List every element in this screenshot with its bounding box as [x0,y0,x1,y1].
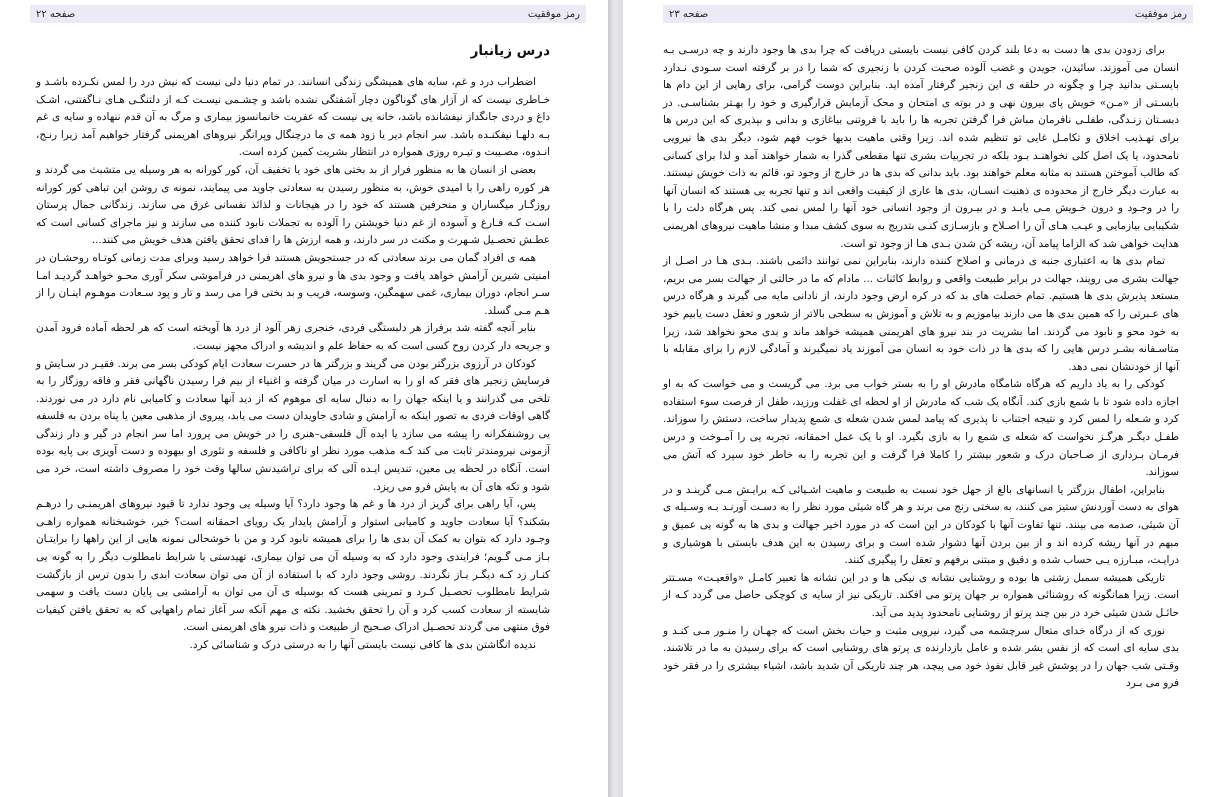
paragraph: تمام بدی ها به اعتباری جنبه ی درمانی و اصلاح کننده دارند، بنابراین نمی توانند دائمی باشند. بـدی هـا در اصـل از جهالت بشری می رویند، جهالت در برابر طبیعت واقعی و روابط کائنات ... مادام که ما در حالتی از جهالت بسر می بریم، مستعد پذیرش بدی ها هستیم. تمام خصلت های بد که در کره ارض وجود دارند، از نادانی مایه می گیرند و هرگاه درس های عـبرتی را که همین بدی ها می دارند بیاموزیم و به تلاش و آموزش به سطحی بالاتر از شعور و تعقل دست یابیم خود به خود محو و نابود می گردند. اما بشریت در بند نیرو های اهریمنی همیشه خواهد ماند و بدی محو نخواهد شد، زیرا متاسـفانه بشـر درس هایی را که بدی ها در ذات خود به انسان می آموزند یاد نمیگیرند و آمادگی لازم را برای مقابله با آنها از خودنشان نمی دهد. [663,255,1179,373]
left-page-body [36,42,550,655]
right-page-body [663,42,1179,693]
right-page [623,0,1216,797]
paragraph: پس، آیا راهی برای گریز از درد ها و غم ها وجود دارد؟ آیا وسیله یی وجود ندارد تا قیود نیروهای اهریمنـی را درهـم بشکند؟ آیا سعادت جاوید و کامیابی استوار و آرامش پایدار یک رویای احمقانه است؟ خیر، خوشبختانه همواره راهـی وجـود دارد که بتوان به کمک آن بدی ها را برای همیشه نابود کرد و من با خوشحالی نمونه هایی از این راهها را برایتـان بـاز مـی گـویم؛ فرایندی وجود دارد که به وسیله آن می توان بیماری، تهیدستی یا شرایط نامطلوب دیگر را به گونه یی کنـار زد کـه دیگـر بـاز نگردند. روشی وجود دارد که با استفاده از آن می توان سعادت ابدی را بدون ترس از بازگشت شرایط نامطلوب تحصـیل کـرد و تمرینی هست که بوسیله ی آن می توان به آرامشی بی پایان دست یافت و سهمی شایسته از سعادت کسب کرد و آن را تحقق بخشید. نکته ی مهم آنکه سر آغاز تمام راههایی که به تحقق یافتن کیفیات فوق منتهی می گردند تحصـیل ادراک صـحیح از طبیعت و ذات نیرو های اهریمنی است. [36,498,550,634]
chapter-heading: درس زیانبار [470,43,550,59]
page-gutter [608,0,623,797]
book-title: رمز موفقیت [527,8,580,20]
paragraph: برای زدودن بدی ها دست به دعا بلند کردن کافی نیست بایستی دریافت که چرا بدی ها وجود دارند و چه درسـی بـه انسان می آموزند. سائیدن، جویدن و غضب آلوده صحبت کردن با زنجیری که شما را در بر گرفته است سـودی نـدارد بایسـتی بدانید چرا و چگونه در حلقه ی این زنجیر گرفتار آمده اید. بنابراین دوست گرامی، برای رهایی از این دام ها بایسـتی از «مـن» خویش پای بیرون نهی و در بوته ی امتحان و محک آزمایش قرارگیری و خود را بهـتر بشناسـی. در دبسـتان زنـدگی، طفلـی نافرمان مباش فرا گرفتن تجربه ها را باید با فروتنی بیاغازی و بدانی و بپذیری که این درس ها برای تهـذیب اخلاق و تکامـل غایی تو تنظیم شده اند. زیرا وقتی ماهیت بدیها خوب فهم شود، دیگر بدی ها نیرویی نامحدود، یا یک اصل کلی نخواهنـد بـود بلکه در تجربیات بشری تنها مقطعی گذرا به شمار خواهند آمد و لذا برای کسانی که طالب آموختن هستند به مثابه معلم خواهند بود. باید بدانی که بدی ها در خارج از وجود تو، قائم به ذات خویش نیستند. به عبارت دیگر خارج از محدوده ی ذهنیت انسـان، بدی ها عاری از کیفیت واقعی اند و تنها تجربه یی هستند که انسان آنها را در وجـود و درون خـویش مـی یابـد و در بیـرون از وجود انسانی خود آنها را لمس نمی کند. پس هرگاه دلت را با شکیبایی بیازمایی و عیـب هـای آن را اصـلاح و بازسـازی کنـی بتدریج به سوی کشف مبدا و منشا ماهیت نیروهای اهریمنی هدایت خواهی شد که الزاما پیامد آن، ریشه کن شدن بـدی هـا از وجود تو است. [663,44,1179,250]
left-page-header [30,5,586,23]
paragraph: بعضی از انسان ها به منظور فرار از بد بختی های خود یا تخفیف آن، کور کورانه به هر وسیله یی متشبث می گردند و هر کوره راهی را با امیدی خوش، به منظور رسیدن به سعادتی جاوید می پیمایند، نمونه ی روشن این تباهی کور کورانه روزگـار میگساران و منحرفین هستند که خود را در هیجانات و لذائذ نفسانی غرق می سازند. زندگانی جمال پرستان اسـت کـه فـارغ و آسوده از غم دنیا خویشتن را آلوده به تجملات نابود کننده می سازند و نیز ماجرای کسانی است که عطـش تحصـیل شـهرت و مکنت در سر دارند، و همه ارزش ها را فدای تحقق یافتن هدف خویش می کنند... [36,163,550,247]
paragraph: بنابر آنچه گفته شد برفراز هر دلبستگی فردی، خنجری زهر آلود از درد ها آویخته است که هر لحظه آماده فرود آمدن و جریحه دار کردن روح کسی است که به حفاظ علم و اندیشه و ادراک مجهز نیست. [36,322,550,352]
paragraph: کودکان در آرزوی بزرگتر بودن می گریند و بزرگتر ها در حسرت سعادت ایام کودکی بسر می برند. فقیـر در سـایش و فرسایش زنجیر های فقر که او را به اسارت در میان گرفته و اغنیاء از بیم فرا رسیدن ناگهانی فقر و فاقه روزگار را به تلخی می گذرانند و یا اینکه جهان را به دنبال سایه ای موهوم که از دید آنها سعادت و کامیابی نام دارد در می نوردند. گاهی اوقات فردی به تصور اینکه به آرامش و شادی جاویدان دست می یابد، پیروی از مذهبی معین یا پناه بردن به فلسفه یی روشنفکرانه را پیشه می سازد یا ایده آل فلسفی–هنری را در خویش می پرورد اما سر انجام در گیر و دار زندگی آزمونی نیرومندتر ثابت می کند کـه مذهب مورد نظر او ناکافی و فلسفه و تئوری او بیهوده و دست آویزی بی پایه بوده است. آنگاه در لحظه یی معین، تندیس ایـده آلی که برای تراشیدنش سالها وقت خود را مصروف داشته است، خرد می شود و تکه های آن به پایش فرو می ریزد. [36,357,550,493]
paragraph: تاریکی همیشه سمبل زشتی ها بوده و روشنایی نشانه ی نیکی ها و در این نشانه ها تعبیر کامـل «واقعیـت» مسـتتر است. زیرا همانگونه که روشنائی همواره بر جهان پرتو می افکند. تاریکی نیز از سایه ی کوچکی حاصل می گردد کـه از حائـل شدن شیئی خرد در بین چند پرتو از روشنایی نامحدود پدید می آید. [663,571,1179,619]
paragraph: کودکی را به یاد داریم که هرگاه شامگاه مادرش او را به بستر خواب می برد. می گریست و می خواست که به او اجازه داده شود تا با شمع بازی کند. آنگاه یک شب که مادرش از او لحظه ای غفلت ورزید، طفل از فرصت سوء استفاده کرد و شـعله را لمس کرد و نتیجه اجتناب نا پذیری که پیامد لمس شدن شعله ی شمع پدیدار ساخت، دستش را سوزاند. طفـل دیگـر هرگـز نخواست که شعله ی شمع را به بازی بگیرد. او با یک عمل احمقانه، تجربه یی را آمـوخت و درس فرمـان بـرداری از صـاحبان درک و شعور بیشتر را کاملا فرا گرفت و این تجربه را به خاطر خود سپرد که آتش می سوزاند. [663,378,1179,479]
paragraph: ندیده انگاشتن بدی ها کافی نیست بایستی آنها را به درستی درک و شناسائی کرد. [189,639,536,651]
paragraph: نوری که از درگاه خدای متعال سرچشمه می گیرد، نیرویی مثبت و حیات بخش است که جهـان را منـور مـی کنـد و بدی سایه ای است که از نفس بشر شده و عامل بازدارنده ی پرتو های روشنایی است که برای رسیدن به ما در تلاشند. وقـتی شب جهان را در پوشش غیر قابل نفوذ خود می پیچد، هر چند تاریکی آن شدید باشد، اشیاء بیشتری را در فقر خود فرو می بـرد [663,624,1179,690]
paragraph: بنابراین، اطفال بزرگتر یا انسانهای بالغ از جهل خود نسبت به طبیعت و ماهیت اشـیائی کـه برایـش مـی گرینـد و در هوای به دست آوردنش ستیز می کنند، به سختی رنج می برند و هر گاه شیئی مورد نظر را به دسـت آورنـد بـه وسـیله ی آن شیئی، صدمه می بینند. تنها تفاوت آنها با کودکان در این است که در مورد اخیر جهالت و بدی ها به گونه یی عمیق و مبهم در آنها ریشه کرده اند و از بین بردن آنها دشوار شده است و برای رسیدن به این هدف بایستی با هوشیاری و درایـت، مبـارزه یـی حساب شده و دقیق و مبتنی برفهم و تعقل را پیگیری کنند. [663,483,1179,567]
paragraph: اضطراب درد و غم، سایه های همیشگی زندگی انسانند. در تمام دنیا دلی نیست که نیش درد را لمس نکـرده باشـد و خـاطری نیست که از آزار های گوناگون دچار آشفتگی نشده باشد و چشـمی نیسـت کـه از دلتنگـی هـای نـاگفتنی، اشـک داغ و دردی جانگداز نیفشانده باشد، خانه یی نیست که عفریت خانمانسوز بیماری و مرگ به آن قدم ننهاده و سایه ی غم بـه دلهـا نیفکنـده باشد. سر انجام دیر یا زود همه ی ما درچنگال وپرانگر نیروهای اهریمنی گرفتار خواهیم آمد زیرا رنـج، انـدوه، مصـیبت و تیـره روزی همواره در انتظار بشریت کمین کرده است. [36,76,550,159]
right-page-header [663,5,1193,23]
paragraph: همه ی افراد گمان می برند سعادتی که در جستجویش هستند فرا خواهد رسید وبرای مدت زمانی کوتـاه روحشـان در امنیتی شیرین آرامش خواهد یافت و وجود بدی ها و نیرو های اهریمنی در فراموشی سکر آوری محـو خواهـد گردیـد امـا سـر انجام، دوران بیماری، غمی سهمگین، وسوسه، فریب و بد بختی فرا می رسد و تار و پود سـعادت موهـوم اینـان را از هـم مـی گسلد. [36,251,550,317]
book-title: رمز موفقیت [1134,8,1187,20]
page-number: صفحه ۲۲ [36,8,76,20]
page-number: صفحه ۲۳ [669,8,709,20]
